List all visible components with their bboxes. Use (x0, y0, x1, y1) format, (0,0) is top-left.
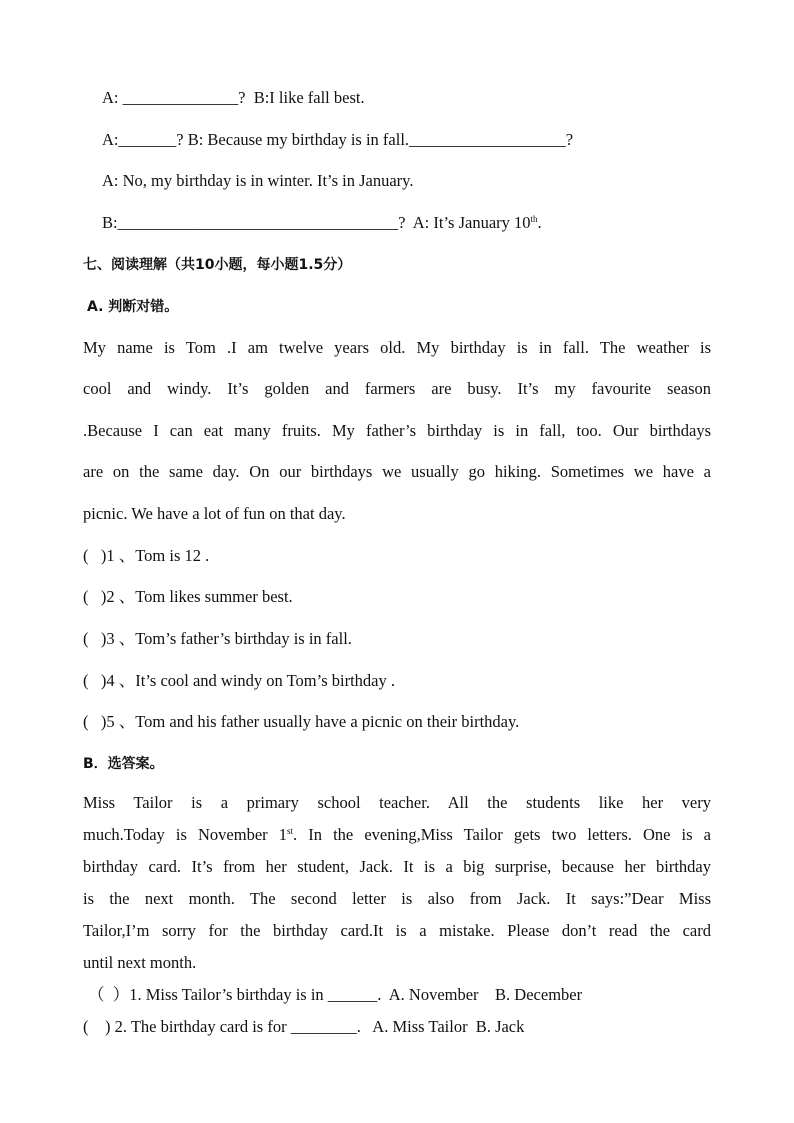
part-b-passage-line: Tailor,I’m sorry for the birthday card.It is a mistake. Please don’t read the card (83, 921, 711, 940)
part-b-passage-text: much.Today is November 1 (83, 825, 287, 844)
part-a-passage-line: picnic. We have a lot of fun on that day. (83, 504, 346, 523)
part-a-passage-line: cool and windy. It’s golden and farmers are busy. It’s my favourite season (83, 379, 711, 398)
dialogue-line-4-text: B:__________________________________? A: It’s January 10 (102, 213, 531, 232)
part-b-question: ( ) 2. The birthday card is for ________. A. Miss Tailor B. Jack (83, 1017, 525, 1036)
part-a-passage-line: My name is Tom .I am twelve years old. My birthday is in fall. The weather is (83, 338, 711, 357)
part-a-passage-line: .Because I can eat many fruits. My father’s birthday is in fall, too. Our birthdays (83, 421, 711, 440)
part-b-passage-line: birthday card. It’s from her student, Jack. It is a big surprise, because her birthday (83, 857, 711, 876)
superscript: st (287, 826, 294, 836)
part-a-title: A. 判断对错。 (87, 299, 179, 315)
part-b-passage-line: is the next month. The second letter is also from Jack. It says:”Dear Miss (83, 889, 711, 908)
part-b-passage-line (83, 825, 711, 845)
dialogue-line-2: A:_______? B: Because my birthday is in fall.___________________? (102, 130, 574, 149)
dialogue-line-3: A: No, my birthday is in winter. It’s in January. (102, 171, 414, 190)
dialogue-line-1: A: ______________? B:I like fall best. (102, 88, 365, 107)
part-a-question: ( )1 、Tom is 12 . (83, 546, 210, 565)
part-a-question: ( )4 、It’s cool and windy on Tom’s birthday . (83, 671, 396, 690)
dialogue-line-4 (102, 213, 542, 233)
part-b-passage-text: . In the evening,Miss Tailor gets two letters. One is a (293, 825, 711, 844)
dialogue-line-4-end: . (537, 213, 542, 232)
part-b-title: B．选答案。 (83, 756, 164, 772)
part-a-passage-line: are on the same day. On our birthdays we usually go hiking. Sometimes we have a (83, 462, 711, 481)
part-b-passage-line: Miss Tailor is a primary school teacher. All the students like her very (83, 793, 711, 812)
part-a-question: ( )3 、Tom’s father’s birthday is in fall. (83, 629, 352, 648)
section-heading: 七、阅读理解（共10小题，每小题1.5分） (83, 257, 352, 273)
part-a-question: ( )5 、Tom and his father usually have a picnic on their birthday. (83, 712, 520, 731)
part-a-question: ( )2 、Tom likes summer best. (83, 587, 293, 606)
superscript: th (530, 214, 538, 224)
part-b-question: （ ）1. Miss Tailor’s birthday is in ______. A. November B. December (88, 985, 583, 1004)
part-b-passage-line: until next month. (83, 953, 197, 972)
